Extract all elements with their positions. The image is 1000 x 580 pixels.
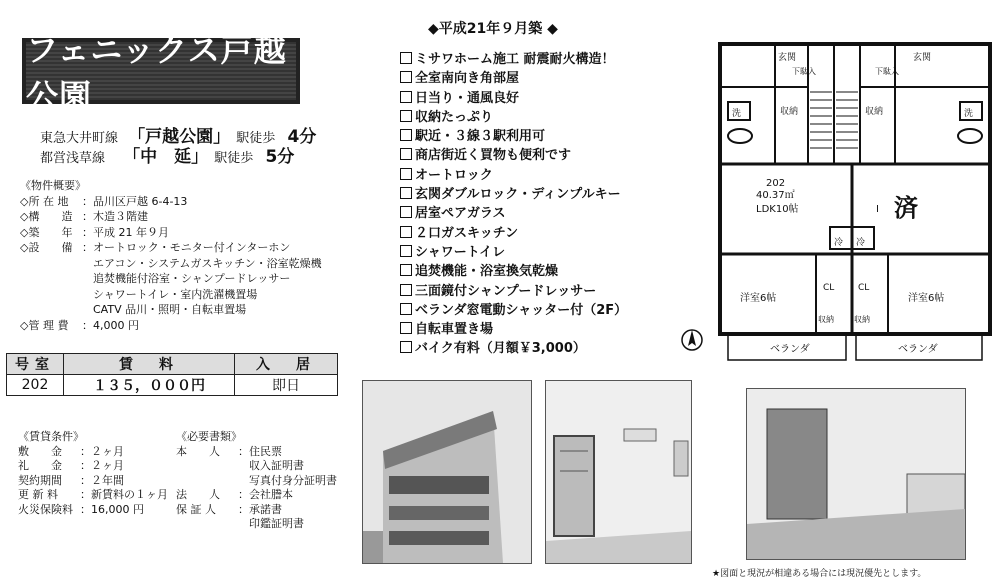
condition-colon: ：	[80, 444, 91, 458]
document-row	[176, 517, 337, 532]
feature-item	[400, 166, 627, 185]
condition-colon: ：	[80, 459, 91, 472]
outline-colon	[82, 272, 93, 285]
fp-shoes-right: 下駄入	[875, 67, 899, 76]
checkbox-icon	[400, 264, 412, 276]
station-name: 「戸越公園」	[128, 127, 231, 147]
condition-value: 16,000 円	[91, 502, 144, 516]
fp-storage-lower-left: 収納	[818, 315, 834, 324]
document-row	[176, 474, 337, 489]
checkbox-icon	[400, 226, 412, 238]
room-number: 202	[7, 375, 64, 396]
header-room: 号室	[7, 354, 64, 375]
fp-room-no: 202	[766, 178, 786, 189]
feature-item	[400, 204, 627, 223]
outline-value: オートロック・モニター付インターホン	[93, 241, 291, 254]
condition-colon: ：	[80, 488, 91, 501]
feature-list	[400, 50, 627, 359]
feature-text: 追焚機能・浴室換気乾燥	[415, 264, 559, 280]
checkbox-icon	[400, 284, 412, 296]
feature-item	[400, 146, 627, 165]
building-exterior-photo	[362, 380, 532, 564]
fp-cl-right: CL	[858, 283, 870, 293]
outline-colon: ：	[82, 210, 93, 223]
feature-text: ミサワホーム施工 耐震耐火構造！	[415, 52, 615, 67]
document-value: 住民票	[249, 444, 282, 458]
checkbox-icon	[400, 322, 412, 334]
outline-value: シャワートイレ・室内洗濯機置場	[93, 287, 258, 301]
fp-cl-left: CL	[823, 283, 835, 293]
feature-text: オートロック	[415, 167, 493, 183]
outline-label: ◇築 年	[20, 225, 73, 239]
outline-colon: ：	[82, 318, 93, 332]
outline-colon	[82, 288, 93, 301]
feature-text: 三面鏡付シャンプードレッサー	[415, 283, 597, 299]
feature-text: 収納たっぷり	[415, 109, 494, 125]
built-date: ◆平成21年９月築 ◆	[428, 21, 558, 37]
outline-row	[20, 302, 322, 318]
outline-value: CATV 品川・照明・自転車置場	[93, 303, 247, 316]
feature-text: 自転車置き場	[415, 322, 494, 338]
outline-colon: ：	[82, 194, 93, 208]
outline-colon: ：	[82, 225, 93, 239]
checkbox-icon	[400, 52, 412, 64]
condition-value: ２ヶ月	[91, 444, 124, 458]
fp-youshitsu-left: 洋室6帖	[740, 293, 777, 304]
checkbox-icon	[400, 168, 412, 180]
feature-item	[400, 89, 627, 108]
header-movein: 入 居	[235, 354, 338, 375]
checkbox-icon	[400, 245, 412, 257]
outline-row	[20, 287, 322, 303]
document-value: 承諾書	[249, 502, 282, 516]
fp-storage-left: 収納	[780, 107, 799, 117]
document-row	[176, 503, 337, 518]
header-rent: 賃 料	[64, 354, 235, 375]
floor-plan	[680, 32, 995, 367]
station-walk: 駅徒歩	[214, 151, 254, 166]
document-value: 収入証明書	[249, 459, 304, 472]
feature-item	[400, 282, 627, 301]
outline-value: 品川区戸越 6-4-13	[93, 194, 188, 208]
feature-item	[400, 127, 627, 146]
outline-label: ◇設 備	[20, 241, 73, 254]
feature-item	[400, 339, 627, 358]
document-label: 法 人	[176, 488, 220, 501]
condition-row	[18, 503, 168, 518]
feature-text: ベランダ窓電動シャッター付（2F）	[415, 302, 628, 318]
documents-heading: 《必要書類》	[176, 430, 242, 443]
feature-text: 玄関ダブルロック・ディンプルキー	[415, 187, 621, 203]
document-label: 保 証 人	[176, 502, 216, 516]
condition-row	[18, 474, 168, 489]
document-row	[176, 459, 337, 474]
station-name: 「中 延」	[123, 147, 209, 167]
conditions-heading: 《賃貸条件》	[18, 430, 84, 443]
property-title-box	[22, 31, 300, 115]
station-minutes: 4分	[287, 127, 317, 147]
condition-label: 火災保険料	[18, 502, 73, 516]
fp-shoes-left: 下駄入	[792, 67, 816, 76]
document-row	[176, 445, 337, 460]
checkbox-icon	[400, 303, 412, 315]
property-title: フェニックス戸越公園	[26, 31, 287, 115]
feature-text: ２口ガスキッチン	[415, 225, 519, 241]
fp-genkan-right: 玄関	[913, 53, 932, 63]
checkbox-icon	[400, 91, 412, 103]
feature-item	[400, 50, 627, 69]
feature-text: 商店街近く買物も便利です	[415, 148, 572, 164]
outline-value: 平成 21 年９月	[93, 225, 169, 239]
fp-roman: I	[876, 204, 879, 215]
feature-item	[400, 185, 627, 204]
document-colon: ：	[238, 502, 249, 516]
document-value: 写真付身分証明書	[249, 473, 337, 487]
feature-item	[400, 301, 627, 320]
condition-row	[18, 459, 168, 474]
feature-item	[400, 243, 627, 262]
feature-item	[400, 108, 627, 127]
fp-veranda-right: ベランダ	[898, 344, 938, 355]
outline-label: ◇構 造	[20, 210, 73, 223]
fp-veranda-left: ベランダ	[770, 344, 810, 355]
station-minutes: 5分	[265, 147, 295, 167]
outline-value: 4,000 円	[93, 318, 139, 332]
ldk-interior-photo	[746, 388, 966, 560]
condition-value: ２ヶ月	[91, 459, 124, 472]
outline-row	[20, 240, 322, 256]
movein-value: 即日	[235, 375, 338, 396]
north-arrow-icon	[682, 330, 702, 350]
fp-cold-left: 冷	[834, 238, 844, 248]
condition-row	[18, 488, 168, 503]
fp-storage-lower-right: 収納	[854, 315, 870, 324]
outline-label: ◇所 在 地	[20, 194, 69, 208]
checkbox-icon	[400, 206, 412, 218]
required-documents	[176, 430, 337, 532]
document-value: 会社謄本	[249, 488, 293, 501]
checkbox-icon	[400, 129, 412, 141]
fp-genkan-left: 玄関	[778, 53, 797, 63]
outline-label: ◇管 理 費	[20, 318, 69, 332]
feature-text: 居室ペアガラス	[415, 206, 506, 222]
outline-value: エアコン・システムガスキッチン・浴室乾燥機	[93, 256, 322, 270]
feature-text: 全室南向き角部屋	[415, 71, 520, 87]
condition-colon: ：	[80, 473, 91, 487]
document-label: 本 人	[176, 444, 220, 458]
property-outline	[20, 178, 322, 333]
feature-text: バイク有料（月額￥3,000）	[415, 341, 586, 357]
feature-item	[400, 224, 627, 243]
station-walk: 駅徒歩	[236, 131, 276, 146]
condition-label: 礼 金	[18, 459, 62, 472]
condition-colon: ：	[80, 502, 91, 516]
feature-text: 日当り・通風良好	[415, 90, 520, 106]
room-interior-photo	[545, 380, 692, 564]
checkbox-icon	[400, 110, 412, 122]
document-colon	[238, 459, 249, 472]
document-colon	[238, 474, 249, 487]
document-colon	[238, 517, 249, 530]
fp-wash-right: 洗	[964, 109, 974, 119]
outline-row	[20, 256, 322, 272]
document-colon: ：	[238, 444, 249, 458]
checkbox-icon	[400, 187, 412, 199]
outline-row	[20, 209, 322, 225]
outline-value: 追焚機能付浴室・シャンプードレッサー	[93, 272, 291, 285]
condition-row	[18, 445, 168, 460]
fp-done-mark: 済	[894, 194, 918, 222]
fp-youshitsu-right: 洋室6帖	[908, 293, 945, 304]
condition-label: 契約期間	[18, 473, 62, 487]
fp-wash-left: 洗	[732, 109, 742, 119]
station-line: 東急大井町線	[40, 131, 119, 146]
checkbox-icon	[400, 71, 412, 83]
document-row	[176, 488, 337, 503]
checkbox-icon	[400, 148, 412, 160]
feature-text: 駅近・３線３駅利用可	[415, 129, 546, 145]
fp-ldk: LDK10帖	[756, 204, 799, 215]
outline-colon	[82, 303, 93, 316]
feature-text: シャワートイレ	[415, 244, 506, 260]
footnote: ★図面と現況が相違ある場合には現況優先とします。	[712, 569, 927, 579]
condition-label: 更 新 料	[18, 488, 58, 501]
outline-row	[20, 194, 322, 210]
fp-area: 40.37㎡	[756, 190, 795, 201]
feature-item	[400, 262, 627, 281]
document-value: 印鑑証明書	[249, 517, 304, 530]
condition-value: ２年間	[91, 473, 124, 487]
outline-value: 木造３階建	[93, 210, 148, 223]
outline-row	[20, 225, 322, 241]
station-line: 都営浅草線	[40, 151, 106, 166]
feature-item	[400, 320, 627, 339]
station-row-2	[40, 142, 294, 167]
condition-label: 敷 金	[18, 444, 62, 458]
outline-row	[20, 271, 322, 287]
rental-conditions	[18, 430, 168, 517]
outline-row	[20, 318, 322, 334]
fp-cold-right: 冷	[856, 238, 866, 248]
fp-storage-right: 収納	[865, 107, 884, 117]
rent-value: １３５，０００円	[64, 375, 235, 396]
condition-value: 新賃料の１ヶ月	[91, 488, 168, 501]
outline-heading: 《物件概要》	[20, 179, 86, 192]
outline-colon: ：	[82, 241, 93, 254]
document-colon: ：	[238, 488, 249, 501]
price-table	[6, 353, 338, 396]
checkbox-icon	[400, 341, 412, 353]
feature-item	[400, 69, 627, 88]
outline-colon	[82, 257, 93, 270]
